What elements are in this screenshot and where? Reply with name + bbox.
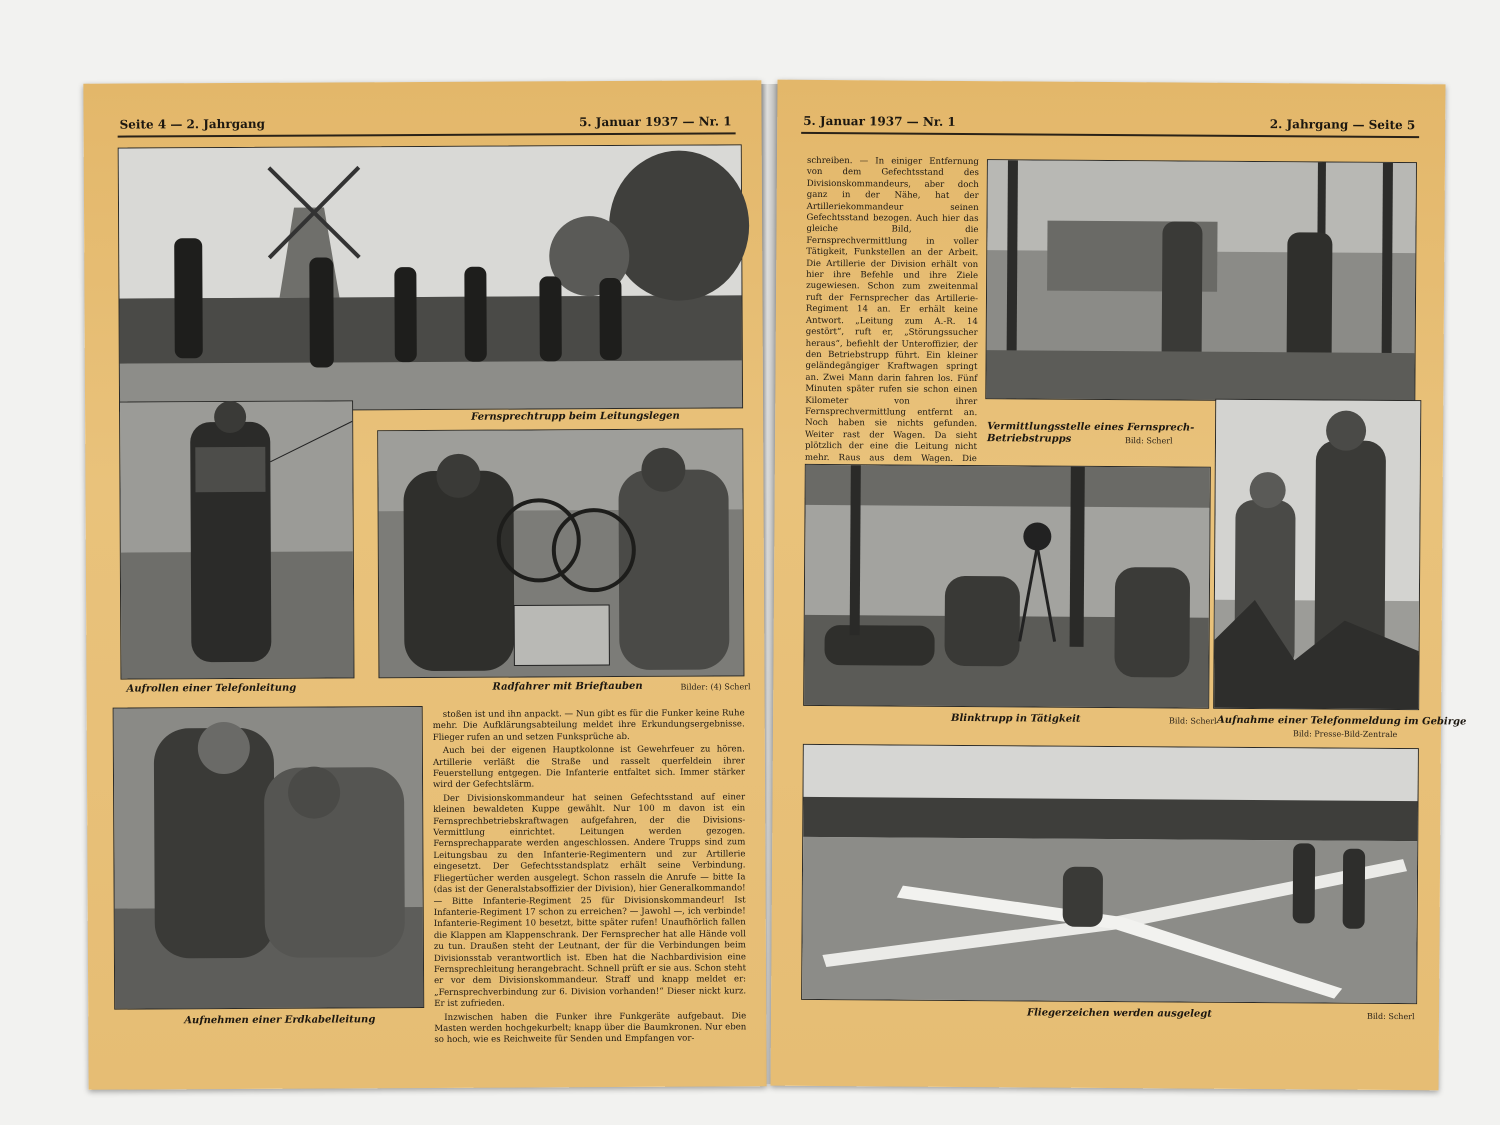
article-paragraph: Inzwischen haben die Funker ihre Funkgeräte aufgebaut. Die Masten werden hochgekurbelt; knapp über die Baumkronen. Nur eben so hoch, wie es Reichweite für Senden und Empfangen vor- [434,1010,747,1046]
caption-switching-station-line2: Betriebstrupps [986,433,1072,445]
right-header-rule [801,132,1419,138]
caption-signal-lamp-troop: Blinktrupp in Tätigkeit [951,712,1081,725]
photo-signal-troop-laying-line [118,144,743,411]
photo-aviation-markers [801,744,1419,1004]
article-paragraph: Der Divisionskommandeur hat seinen Gefechtsstand auf einer kleinen bewaldeten Kuppe gewählt. Nur 100 m davon ist ein Fernsprechbetriebskraftwagen aufgefahren, der die Divisions-Vermittlung einrichtet. Leitungen werden gezogen. Fernsprechapparate werden angeschlossen. Andere Trupps sind zum Leitungsbau zu den Infanterie-Regimentern und zur Artillerie eingesetzt. Der Gefechtsstandsplatz erhält seine Verbindung. Fliegertücher werden ausgelegt. Schon rasseln die Anrufe — bitte Ia (das ist der Generalstabsoffizier der Division), hier Generalkommando! — Bitte Infanterie-Regiment 25 für Divisionskommandeur! Ist Infanterie-Regiment 17 schon zu erreichen? — Jawohl —, ich verbinde! Infanterie-Regiment 10 besetzt, bitte später rufen! Unaufhörlich fallen die Klappen am Klappenschrank. Der Fernsprecher hat alle Hände voll zu tun. Draußen steht der Leutnant, der für die Verbindungen beim Divisionsstab verantwortlich ist. Eben hat die Nachbardivision eine Fernsprechleitung herangebracht. Schnell prüft er sie aus. Schon steht er vor dem Divisionskommandeur. Straff und knapp meldet er: „Fernsprechverbindung zur 6. Division vorhanden!“ Dieser nickt kurz. Er ist zufrieden. [433,792,747,1010]
photo-signal-lamp-troop [803,464,1211,709]
credit-right-mid-left: Bild: Scherl [1169,716,1217,726]
caption-switching-station-line1: Vermittlungsstelle eines Fernsprech- [987,421,1195,434]
left-page [83,80,766,1090]
photo-earth-cable-recovery [113,706,425,1010]
caption-cyclists-pigeons: Radfahrer mit Brieftauben [492,680,643,693]
caption-aviation-markers: Fliegerzeichen werden ausgelegt [1026,1007,1212,1020]
credit-left-mid: Bilder: (4) Scherl [680,682,751,692]
photo-mountain-telephone-message [1213,399,1421,710]
right-page [770,80,1467,1091]
article-paragraph: Auch bei der eigenen Hauptkolonne ist Gewehrfeuer zu hören. Artillerie verläßt die Straße und rasselt querfeldein ihrer Feuerstellung entgegen. Die Infanterie entfaltet sich. Immer stärker wird der Gefechtslärm. [432,744,746,791]
article-paragraph: stoßen ist und ihn anpackt. — Nun gibt es für die Funker keine Ruhe mehr. Die Aufklärungsabteilung meldet ihre Erkundungsergebnisse. Flieger rufen an und setzen Funksprüche ab. [432,708,745,743]
caption-earth-cable: Aufnehmen einer Erdkabelleitung [184,1014,376,1027]
article-paragraph: schreiben. — In einiger Entfernung von dem Gefechtsstand des Divisionskommandeurs, aber doch ganz in der Nähe, hat der Artilleriekommandeur seinen Gefechtsstand bezogen. Auch hier das gleiche Bild, die Fernsprechvermittlung in voller Tätigkeit, Funkstellen an der Arbeit. Die Artillerie der Division erhält von hier ihre Befehle und ihre Ziele zugewiesen. Schon zum zweitenmal ruft der Fernsprecher das Artillerie-Regiment 14 an. Er erhält keine Antwort. „Leitung zum A.-R. 14 gestört“, ruft er, „Störungssucher heraus“, befiehlt der Unteroffizier, der den Betriebstrupp führt. Ein kleiner geländegängiger Kraftwagen springt an. Zwei Mann darin fahren los. Fünf Minuten später rufen sie schon einen Kilometer von ihrer Fernsprechvermittlung entfernt an. Noch haben sie nichts gefunden. Weiter rast der Wagen. Da sieht plötzlich der eine die Leitung nicht mehr. Raus aus dem Wagen. Die [804,155,979,464]
credit-right-bottom: Bild: Scherl [1366,1011,1415,1022]
photo-cyclists-with-pigeons [377,428,744,678]
photo-switching-station [985,159,1417,402]
caption-signal-troop: Fernsprechtrupp beim Leitungslegen [471,410,680,423]
left-page-header-left: Seite 4 — 2. Jahrgang [119,116,266,132]
credit-right-mid-right: Bild: Presse-Bild-Zentrale [1292,729,1398,740]
article-column-right [804,155,979,464]
right-page-header-right: 2. Jahrgang — Seite 5 [1269,117,1416,133]
left-header-rule [118,132,736,137]
article-column-left [433,708,747,1066]
right-page-header-left: 5. Januar 1937 — Nr. 1 [803,113,956,129]
photo-unrolling-telephone-line [119,400,354,679]
caption-unrolling-line: Aufrollen einer Telefonleitung [126,682,297,695]
left-page-header-right: 5. Januar 1937 — Nr. 1 [579,114,732,130]
credit-right-top: Bild: Scherl [1124,436,1173,446]
caption-mountain-telephone: Aufnahme einer Telefonmeldung im Gebirge [1217,714,1467,728]
